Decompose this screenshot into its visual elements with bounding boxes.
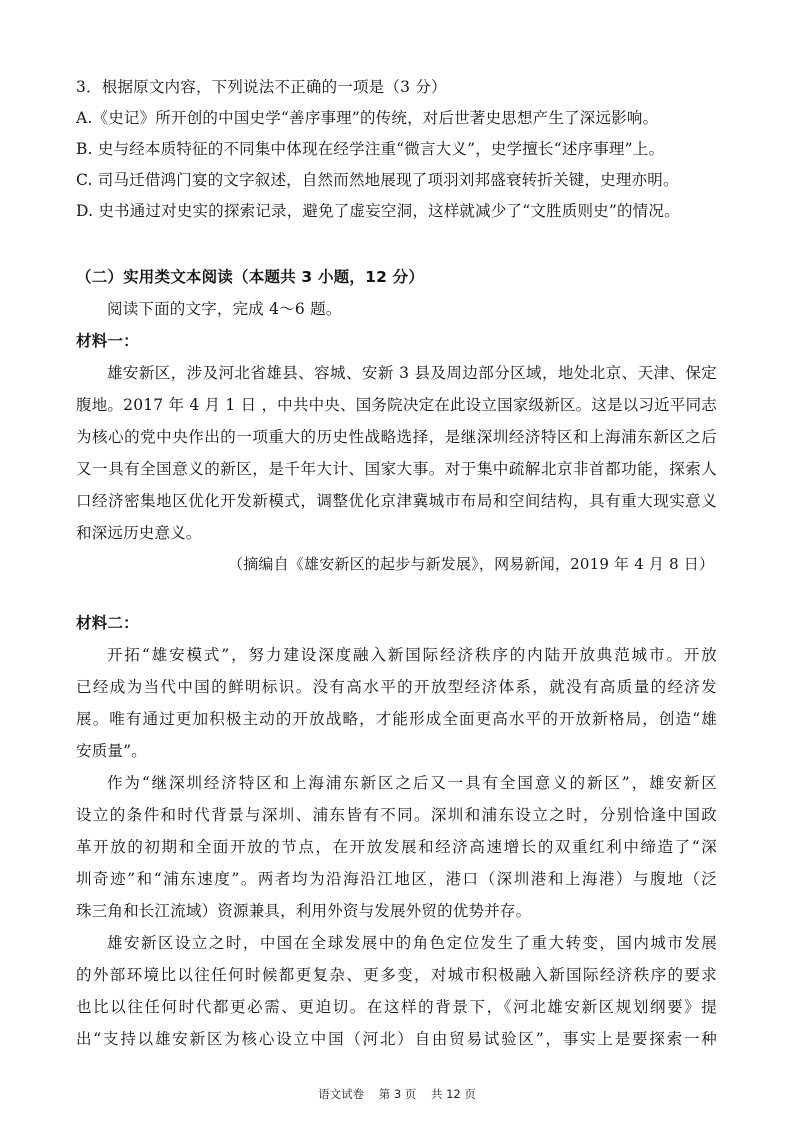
material-2-line: 安质量”。 [76, 742, 147, 760]
material-1-line: 腹地。2017 年 4 月 1 日 ，中共中央、国务院决定在此设立国家级新区。这是以习近平同志 [76, 396, 717, 414]
material-1-line: 又一具有全国意义的新区，是千年大计、国家大事。对于集中疏解北京非首都功能，探索人 [76, 460, 717, 478]
option-d: D. 史书通过对史实的探索记录，避免了虚妄空洞，这样就减少了“文胜质则史”的情况。 [76, 202, 680, 220]
option-c: C. 司马迁借鸿门宴的文字叙述，自然而然地展现了项羽刘邦盛衰转折关键，史理亦明。 [76, 171, 679, 189]
material-2-label: 材料二： [76, 614, 139, 632]
material-2-line: 珠三角和长江流域）资源兼具，利用外资与发展外贸的优势并存。 [76, 902, 532, 920]
material-2-line: 开拓“雄安模式”，努力建设深度融入新国际经济秩序的内陆开放典范城市。开放 [107, 646, 717, 664]
material-2-line: 设立的条件和时代背景与深圳、浦东皆有不同。深圳和浦东设立之时，分别恰逢中国政 [76, 806, 717, 824]
question-3-stem: 3．根据原文内容，下列说法不正确的一项是（3 分） [76, 78, 447, 96]
material-2-line: 也比以往任何时代都更必需、更迫切。在这样的背景下，《河北雄安新区规划纲要》提 [76, 998, 717, 1016]
material-2-line: 圳奇迹”和“浦东速度”。两者均为沿海沿江地区，港口（深圳港和上海港）与腹地（泛 [76, 870, 717, 888]
material-2-line: 已经成为当代中国的鲜明标识。没有高水平的开放型经济体系，就没有高质量的经济发 [76, 678, 717, 696]
material-2-line: 雄安新区设立之时，中国在全球发展中的角色定位发生了重大转变，国内城市发展 [107, 934, 717, 952]
material-1-source: （摘编自《雄安新区的起步与新发展》，网易新闻，2019 年 4 月 8 日） [228, 555, 715, 573]
reading-instruction: 阅读下面的文字，完成 4～6 题。 [107, 300, 342, 318]
material-1-line: 为核心的党中央作出的一项重大的历史性战略选择，是继深圳经济特区和上海浦东新区之后 [76, 428, 717, 446]
material-1-label: 材料一： [76, 332, 139, 350]
material-1-line: 和深远历史意义。 [76, 524, 202, 542]
material-1-line: 雄安新区，涉及河北省雄县、容城、安新 3 县及周边部分区域，地处北京、天津、保定 [107, 364, 717, 382]
page-footer: 语文试卷 第 3 页 共 12 页 [318, 1087, 476, 1101]
option-b: B. 史与经本质特征的不同集中体现在经学注重“微言大义”，史学擅长“述序事理”上。 [76, 140, 665, 158]
material-2-line: 出“支持以雄安新区为核心设立中国（河北）自由贸易试验区”，事实上是要探索一种 [76, 1030, 717, 1048]
material-2-line: 展。唯有通过更加积极主动的开放战略，才能形成全面更高水平的开放新格局，创造“雄 [76, 710, 717, 728]
material-1-line: 口经济密集地区优化开发新模式，调整优化京津冀城市布局和空间结构，具有重大现实意义 [76, 492, 717, 510]
material-2-line: 的外部环境比以往任何时候都更复杂、更多变，对城市积极融入新国际经济秩序的要求 [76, 966, 717, 984]
material-2-line: 革开放的初期和全面开放的节点，在开放发展和经济高速增长的双重红利中缔造了“深 [76, 838, 717, 856]
section-heading: （二）实用类文本阅读（本题共 3 小题，12 分） [76, 268, 425, 286]
option-a: A.《史记》所开创的中国史学“善序事理”的传统，对后世著史思想产生了深远影响。 [76, 109, 659, 127]
material-2-line: 作为“继深圳经济特区和上海浦东新区之后又一具有全国意义的新区”，雄安新区 [107, 774, 717, 792]
